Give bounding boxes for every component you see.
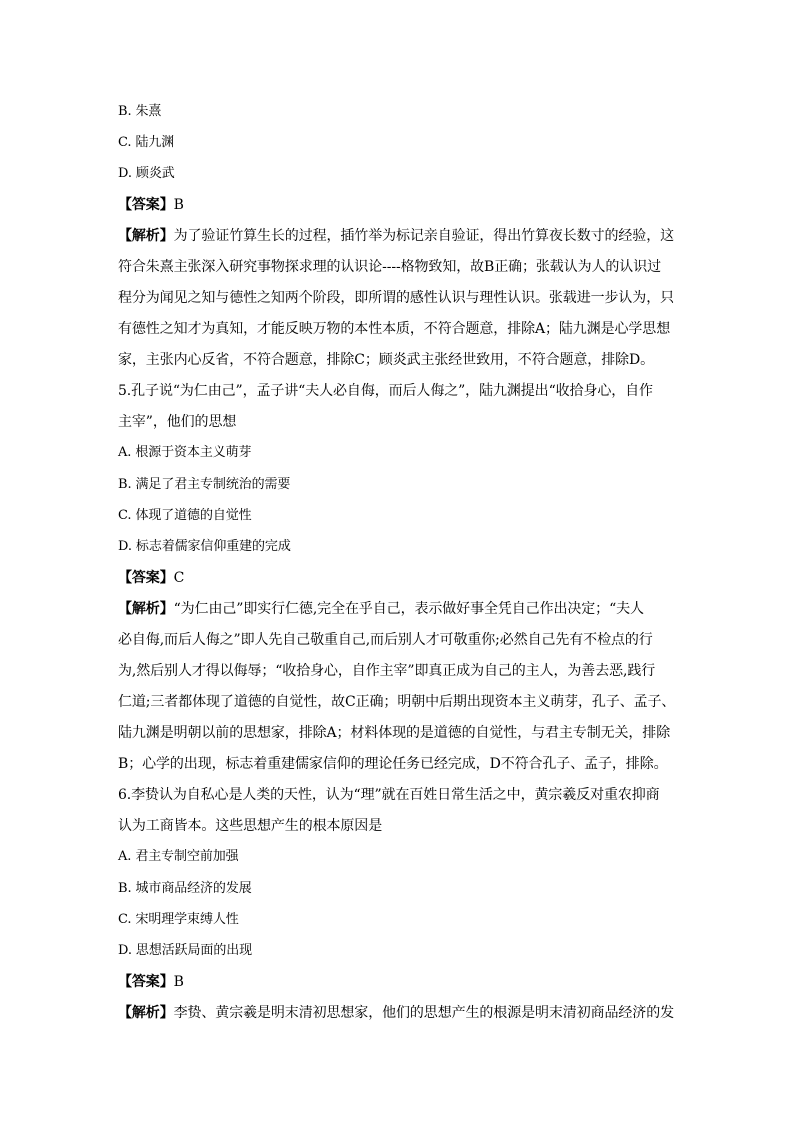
answer-value: B (173, 974, 184, 990)
q5-option-a: A. 根源于资本主义萌芽 (118, 445, 252, 460)
q6-stem-line-1: 6.李贽认为自私心是人类的天性，认为“理”就在百姓日常生活之中，黄宗羲反对重农抑商 (118, 787, 660, 803)
q5-analysis-line-5: 陆九渊是明朝以前的思想家，排除A；材料体现的是道德的自觉性，与君主专制无关，排除 (118, 725, 671, 741)
q6-option-a: A. 君主专制空前加强 (118, 849, 239, 864)
q6-option-d: D. 思想活跃局面的出现 (118, 943, 253, 958)
q5-stem-line-2: 主宰”，他们的思想 (118, 414, 237, 430)
q4-option-d: D. 顾炎武 (118, 166, 175, 181)
q4-analysis-line-3: 程分为闻见之知与德性之知两个阶段，即所谓的感性认识与理性认识。张载进一步认为，只 (118, 290, 674, 306)
q4-option-c: C. 陆九渊 (118, 135, 175, 150)
analysis-label: 【解析】 (118, 601, 174, 617)
answer-label: 【答案】 (118, 974, 174, 990)
q5-analysis-line-4: 仁道;三者都体现了道德的自觉性，故C正确；明朝中后期出现资本主义萌芽，孔子、孟子、 (118, 694, 676, 710)
q5-analysis-line-3: 为,然后别人才得以侮辱；“收拾身心，自作主宰”即真正成为自己的主人，为善去恶,践行 (118, 663, 656, 679)
q5-analysis-line-1: 【解析】“为仁由己”即实行仁德,完全在乎自己，表示做好事全凭自己作出决定；“夫人 (118, 601, 644, 617)
q5-analysis-line-2: 必自侮,而后人侮之”即人先自己敬重自己,而后别人才可敬重你;必然自己先有不检点的行 (118, 632, 653, 648)
q5-stem-line-1: 5.孔子说“为仁由己”，孟子讲“夫人必自侮，而后人侮之”，陆九渊提出“收拾身心，自作 (118, 383, 653, 399)
q4-analysis-line-4: 有德性之知才为真知，才能反映万物的本性本质，不符合题意，排除A；陆九渊是心学思想 (118, 321, 671, 337)
q6-option-c: C. 宋明理学束缚人性 (118, 912, 239, 927)
q4-option-b: B. 朱熹 (118, 104, 162, 119)
answer-value: B (173, 197, 184, 213)
q5-option-c: C. 体现了道德的自觉性 (118, 508, 252, 523)
q5-analysis-line-6: B；心学的出现，标志着重建儒家信仰的理论任务已经完成，D不符合孔子、孟子，排除。 (118, 756, 668, 772)
q6-answer (118, 974, 678, 990)
answer-label: 【答案】 (118, 197, 174, 213)
analysis-label: 【解析】 (118, 1005, 174, 1021)
q6-stem-line-2: 认为工商皆本。这些思想产生的根本原因是 (118, 818, 383, 834)
answer-value: C (173, 570, 185, 586)
q5-option-d: D. 标志着儒家信仰重建的完成 (118, 539, 291, 554)
q4-analysis-line-1: 【解析】为了验证竹算生长的过程，插竹举为标记亲自验证，得出竹算夜长数寸的经验，这 (118, 228, 675, 244)
q5-option-b: B. 满足了君主专制统治的需要 (118, 477, 291, 492)
q6-analysis-line-1: 【解析】李贽、黄宗羲是明末清初思想家，他们的思想产生的根源是明末清初商品经济的发 (118, 1005, 675, 1021)
q4-analysis-line-5: 家，主张内心反省，不符合题意，排除C；顾炎武主张经世致用，不符合题意，排除D。 (118, 352, 655, 368)
q6-option-b: B. 城市商品经济的发展 (118, 881, 252, 896)
q5-answer (118, 570, 678, 586)
answer-label: 【答案】 (118, 570, 174, 586)
analysis-label: 【解析】 (118, 228, 174, 244)
q4-analysis-line-2: 符合朱熹主张深入研究事物探求理的认识论----格物致知，故B正确；张载认为人的认识过 (118, 259, 662, 275)
q4-answer (118, 197, 678, 213)
